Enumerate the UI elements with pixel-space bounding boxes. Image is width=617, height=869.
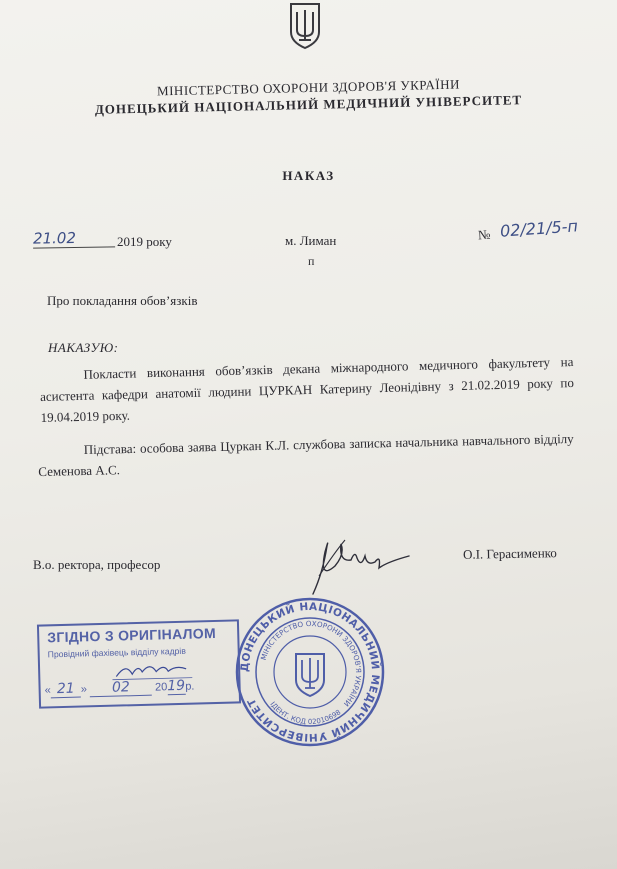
order-paragraph: Покласти виконання обов’язків декана міжнародного медичного факультету на асистента кафедри анатомії людини ЦУРКАН Катерину Леонідівну з 21.02.2019 року по 19.04.2019 року. [39,354,575,425]
ministry-heading: МІНІСТЕРСТВО ОХОРОНИ ЗДОРОВ'Я УКРАЇНИ [156,76,461,99]
university-heading: ДОНЕЦЬКИЙ НАЦІОНАЛЬНИЙ МЕДИЧНИЙ УНІВЕРСИТЕТ [94,92,523,117]
trident-icon [288,2,322,50]
stamp-date: « 21 » 02 2019р. [44,677,195,698]
seal-outer-text: ДОНЕЦЬКИЙ НАЦІОНАЛЬНИЙ МЕДИЧНИЙ УНІВЕРСИТЕТ [238,600,382,744]
seal-inner-text: МІНІСТЕРСТВО ОХОРОНИ ЗДОРОВ'Я УКРАЇНИ [258,618,364,709]
signer-name: О.І. Герасименко [462,545,557,562]
stamp-year: 19 [167,677,186,695]
basis-paragraph: Підстава: особова заява Цуркан К.Л. службова записка начальника навчального відділу Семенова А.С. [38,430,574,480]
signature [305,532,415,602]
date-year: 2019 року [117,234,172,249]
document-title: НАКАЗ [282,168,335,183]
copy-certification-stamp [37,619,241,708]
order-subject: Про покладання обов’язків [47,293,198,308]
stamp-day: 21 [51,681,81,699]
university-seal [234,596,386,748]
number-prefix: № [477,226,491,243]
signer-title: В.о. ректора, професор [33,557,161,572]
stamp-heading: ЗГІДНО З ОРИГІНАЛОМ [47,624,217,646]
order-word: НАКАЗУЮ: [48,340,119,355]
handwritten-number: 02/21/5-п [499,216,579,241]
seal-trident-icon [296,654,324,696]
handwritten-date: 21.02 [33,228,115,248]
city-note: п [308,254,315,268]
city: м. Лиман [285,233,337,248]
stamp-subtitle: Провідний фахівець відділу кадрів [47,645,186,660]
stamp-month: 02 [90,679,152,698]
seal-code: ІДЕНТ. КОД 02010698 [268,700,343,727]
